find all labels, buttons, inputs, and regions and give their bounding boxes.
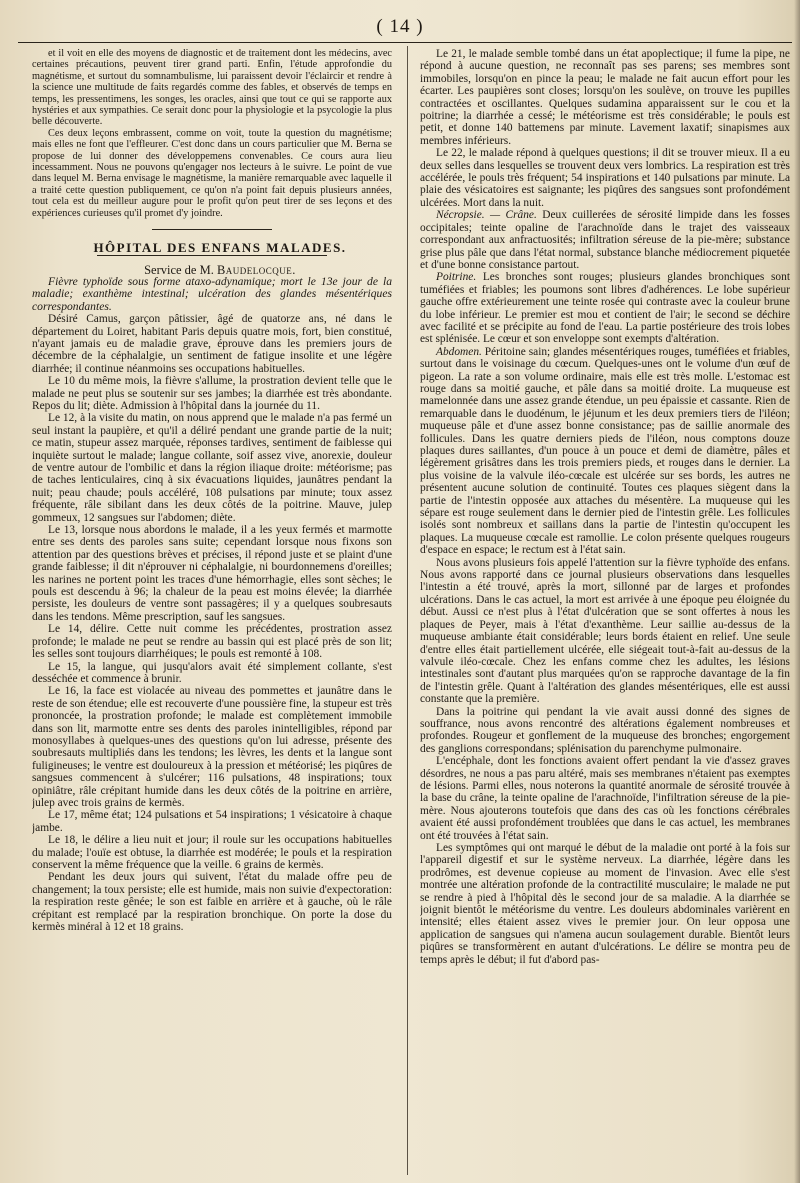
commentary-paragraph: Dans la poitrine qui pendant la vie avait aussi donné des signes de souffrance, nous avons rencontré des altérations également nombreuses et profondes. Rougeur et gonflement de la muqueuse des bronches; engorgement des ganglions correspondans; splénisation du parenchyme pulmonaire. (420, 705, 790, 755)
paragraph-text: Péritoine sain; glandes mésentériques rouges, tuméfiées et friables, surtout dans le voisinage du cœcum. Quelques-unes ont le volume d'un œuf de pigeon. La rate a son volume ordinaire, mais elle est très molle. L'estomac est rouge dans sa moitié gauche, et pâle dans sa moitié droite. La muqueuse est mamelonnée dans une assez grande étendue, un peu épaissie et cassante. Rien de remarquable dans le duodénum, le jéjunum et les deux premiers tiers de l'iléon; muqueuse pâle et d'une assez bonne consistance; pas de saillie anormale des follicules. Dans les quatre derniers pieds de l'iléon, nous comptons douze plaques dures saillantes, d'un pouce à un pouce et demi de diamètre, pâles et légèrement grisâtres dans les trois premiers pieds, et rouges dans le dernier. La plus voisine de la valvule iléo-cœcale est ulcérée sur ses bords, les autres ne présentent aucune solution de continuité. Toutes ces plaques siègent dans la partie de l'intestin opposée aux attaches du mésentère. La muqueuse qui les sépare est rouge seulement dans le dernier pied de l'intestin grêle. Les follicules isolés sont nombreux et saillans dans la partie de l'intestin qu'occupent les plaques. La muqueuse cœcale est ramollie. Le colon présente quelques rougeurs d'espace en espace; le rectum est à l'état sain. (420, 345, 790, 557)
section-lead: Abdomen. (436, 345, 482, 358)
case-paragraph: Le 15, la langue, qui jusqu'alors avait été simplement collante, s'est desséchée et commence à brunir. (32, 660, 392, 685)
column-divider (407, 46, 408, 1175)
right-column (420, 48, 790, 1175)
page-number: ( 14 ) (376, 16, 424, 37)
case-paragraph: Le 21, le malade semble tombé dans un état apoplectique; il fume la pipe, ne répond à aucune question, ne reconnaît pas ses parens; ses membres sont immobiles, lorsqu'on en pince la peau; le malade ne fait aucun effort pour les écarter. Les paupières sont closes; lorsqu'on les soulève, on trouve les pupilles contractées et oscillantes. Quelques sudamina apparaissent sur le cou et la poitrine; la diarrhée a cessé; le météorisme est très considérable; le pouls est petit, et donne 140 battemens par minute. Lavement laxatif; sinapismes aux membres inférieurs. (420, 48, 790, 147)
section-separator (152, 229, 272, 230)
commentary-paragraph: Les symptômes qui ont marqué le début de la maladie ont porté à la fois sur l'appareil digestif et sur le système nerveux. La diarrhée, légère dans les prodrômes, est devenue copieuse au moment de l'invasion. Avec elle s'est montrée une altération profonde de la contractilité musculaire; le malade ne put se rendre à pied à l'hôpital dès le second jour de sa maladie. A la diarrhée se joignit bientôt le météorisme du ventre. Les douleurs abdominales varièrent en intensité; elles étaient assez vives le premier jour. On leur opposa une application de sangsues qui n'amena aucun soulagement durable. Bientôt leurs piqûres se transformèrent en autant d'ulcérations. Le délire se montra peu de temps après le début; il fut d'abord pas- (420, 842, 790, 966)
commentary-paragraph: Nous avons plusieurs fois appelé l'attention sur la fièvre typhoïde des enfans. Nous avons rapporté dans ce journal plusieurs observations dans lesquelles l'intestin a été trouvé, après la mort, sillonné par de larges et profondes ulcérations. Dans le cas actuel, la mort est arrivée à une époque peu éloignée du début. Aussi ce n'est plus à l'état d'ulcération que se sont offertes à nous les plaques de Peyer, mais à l'état d'exanthème. Leur saillie au-dessus de la muqueuse ambiante était considérable; leurs bords étaient en relief. Une seule d'entre elles était partiellement ulcérée, elle siégeait tout-à-fait au-dessus de la valvule iléo-cœcale. Chez les enfans comme chez les adultes, les lésions intestinales sont d'autant plus marquées qu'on se rapproche davantage de la fin de l'intestin grêle. Quant à l'altération des glandes mésentériques, elle est aussi constante que la première. (420, 556, 790, 706)
case-paragraph: Désiré Camus, garçon pâtissier, âgé de quatorze ans, né dans le département du Loiret, habitant Paris depuis quatre mois, fort, bien constitué, n'ayant jamais eu de maladie grave, éprouve dans les premiers jours de décembre de la céphalalgie, un sentiment de fatigue insolite et une légère diarrhée; il continue néanmoins ses occupations habituelles. (32, 313, 392, 375)
section-lead: Nécropsie. — Crâne. (436, 209, 537, 222)
case-paragraph: Le 14, délire. Cette nuit comme les précédentes, prostration assez profonde; le malade ne peut se rendre au bassin qui est placé près de son lit; les selles sont toujours diarrhéiques; le pouls est remonté à 108. (32, 623, 392, 661)
service-label: Service de M. (144, 262, 217, 277)
case-paragraph: Le 18, le délire a lieu nuit et jour; il roule sur les occupations habituelles du malade; l'ouïe est obtuse, la diarrhée est modérée; le pouls et la respiration conservent la même fréquence que la veille. 6 grains de kermès. (32, 834, 392, 871)
case-summary: Fièvre typhoïde sous forme ataxo-adynamique; mort le 13e jour de la maladie; exanthème intestinal; ulcération des glandes mésentériques correspondantes. (32, 274, 392, 313)
case-paragraph: Le 22, le malade répond à quelques questions; il dit se trouver mieux. Il a eu deux selles dans lesquelles se trouvent deux vers lombrics. La respiration est très accélérée, le pouls très fréquent; 54 inspirations et 140 pulsations par minute. La plaie des vésicatoires est saignante; les piqûres des sangsues sont profondément ulcérées. Mort dans la nuit. (420, 147, 790, 209)
case-paragraph: Le 16, la face est violacée au niveau des pommettes et jaunâtre dans le reste de son étendue; elle est recouverte d'une poussière fine, la stupeur est très prononcée, la prostration profonde; le malade est complètement immobile dans son lit, marmotte entre ses dents des paroles inintelligibles, répond par monosyllabes à quelques-unes des questions qu'on lui adresse, présente des soubresauts multipliés dans les tendons; les lèvres, les dents et la langue sont fuligineuses; le ventre est douloureux à la pression et météorisé; les piqûres de sangsues commencent à s'ulcérer; 116 pulsations, 48 inspirations; toux opiniâtre, râle crépitant humide dans les deux côtés de la poitrine en arrière, julep avec trois grains de kermès. (32, 685, 392, 809)
case-paragraph: Le 12, à la visite du matin, on nous apprend que le malade n'a pas fermé un seul instant la paupière, et qu'il a déliré pendant une grande partie de la nuit; ce matin, stupeur assez marquée, réponses tardives, sentiment de faiblesse qui inquiète surtout le malade; langue collante, soif assez vive, anorexie, douleur de ventre autour de l'ombilic et dans la région iliaque droite: météorisme; pas de taches lenticulaires, cinq à six évacuations liquides, jaunâtres pendant la nuit; peau chaude; pouls accéléré, 108 pulsations par minute; toux assez fréquente, râle sibilant dans les deux côtés de la poitrine. Mauve, julep gommeux, 12 sangsues sur l'abdomen; diète. (32, 412, 392, 524)
intro-paragraph-1: et il voit en elle des moyens de diagnostic et de traitement dont les médecins, avec certaines précautions, peuvent tirer grand parti. Enfin, l'étude approfondie du magnétisme, et surtout du somnambulisme, lui paraissent devoir l'éclaircir et rendre à la science une multitude de faits regardés comme des fables, et observés de temps en temps, les pressentimens, les songes, les oracles, ainsi que tout ce qui se rapporte aux hystéries et aux sympathies. Ce serait donc pour la physiologie et la psycologie la plus belle découverte. (32, 48, 392, 128)
necropsy-abdomen-paragraph (420, 346, 790, 557)
case-paragraph: Le 10 du même mois, la fièvre s'allume, la prostration devient telle que le malade ne peut plus se soutenir sur ses jambes; la diarrhée est très abondante. Repos du lit; diète. Admission à l'hôpital dans la journée du 11. (32, 375, 392, 412)
service-doctor: Baudelocque. (216, 262, 296, 277)
section-lead: Poitrine. (436, 271, 477, 284)
left-column (32, 48, 392, 1175)
intro-paragraph-2: Ces deux leçons embrassent, comme on voit, toute la question du magnétisme; mais elles ne font que l'effleurer. C'est donc dans un cours particulier que M. Berna se propose de lui donner des développemens convenables. Ce cours aura lieu incessamment. Nous ne pouvons qu'engager nos lecteurs à le suivre. Le point de vue dans lequel M. Berna envisage le magnétisme, la manière remarquable avec laquelle il a traité cette question publiquement, ce qu'on n'a point fait depuis plusieurs années, tout cela est du meilleur augure pour le profit qu'on peut tirer de ses leçons et des expériences curieuses qu'il promet d'y joindre. (32, 127, 392, 219)
case-paragraph: Pendant les deux jours qui suivent, l'état du malade offre peu de changement; la toux persiste; elle est humide, mais non suivie d'expectoration: la respiration reste gênée; le son est faible en arrière et à gauche, où le râle crépitant est remplacé par la respiration bronchique. On porte la dose du kermès minéral à 12 et 18 grains. (32, 871, 392, 934)
case-paragraph: Le 17, même état; 124 pulsations et 54 inspirations; 1 vésicatoire à chaque jambe. (32, 809, 392, 834)
hospital-title: HÔPITAL DES ENFANS MALADES. (93, 240, 347, 256)
commentary-paragraph: L'encéphale, dont les fonctions avaient offert pendant la vie d'assez graves désordres, ne nous a pas paru altéré, mais ses membranes n'étaient pas exemptes de lésions. Parmi elles, nous noterons la quantité anormale de sérosité trouvée à la base du crâne, la teinte opaline de l'arachnoïde, l'infiltration séreuse de la pie-mère. Nous ajouterons toutefois que dans des cas où les fonctions cérébrales avaient été aussi profondément troublées que dans le cas actuel, les membranes ont été trouvées à l'état sain. (420, 755, 790, 842)
case-paragraph: Le 13, lorsque nous abordons le malade, il a les yeux fermés et marmotte entre ses dents des paroles sans suite; cependant lorsque nous fixons son attention par des questions brèves et précises, il répond juste et se plaint d'une grande faiblesse; il dit n'éprouver ni céphalalgie, ni bourdonnemens d'oreilles; les narines ne portent point les traces d'une hémorrhagie, elles sont sèches; le pouls est descendu à 96; la chaleur de la peau est moins élevée; la diarrhée persiste, les douleurs de ventre sont passagères; il y a quelques soubresauts dans les tendons. Même prescription, sauf les sangsues. (32, 524, 392, 623)
page-edge-shadow (794, 0, 800, 1183)
necropsy-chest-paragraph (420, 271, 790, 345)
paragraph-text: Les bronches sont rouges; plusieurs glandes bronchiques sont tuméfiées et friables; les poumons sont libres d'adhérences. Le lobe supérieur gauche offre extérieurement une teinte rosée qui contraste avec la couleur brune du lobe inférieur. Le premier est mou et contient de l'air; le second se déchire avec facilité et se précipite au fond de l'eau. La partie postérieure des trois lobes est splénisée. Le cœur et son enveloppe sont exempts d'altération. (420, 271, 790, 346)
paragraph-text: Deux cuillerées de sérosité limpide dans les fosses occipitales; teinte opaline de l'arachnoïde dans le trajet des vaisseaux correspondant aux anfractuosités; infiltration séreuse de la pie-mère; substance grise plus pâle que dans l'état normal, substance blanche médiocrement piquetée et d'une bonne consistance partout. (420, 209, 790, 271)
header-rule (18, 42, 792, 43)
necropsy-cranium-paragraph (420, 209, 790, 271)
